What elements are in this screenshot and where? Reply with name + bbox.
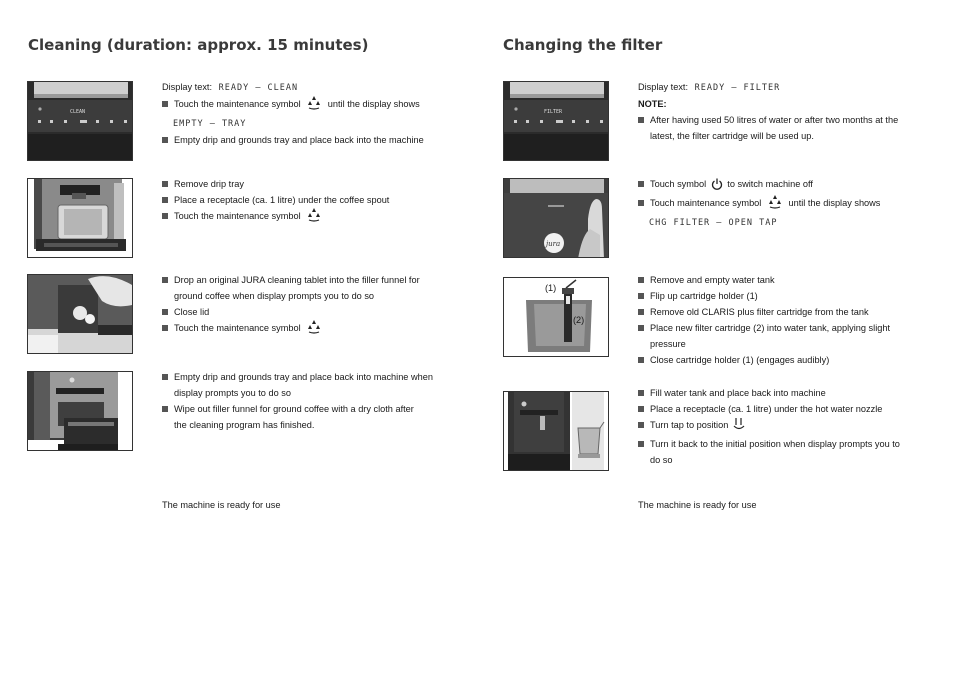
bullet-item: Remove old CLARIS plus filter cartridge from the tank bbox=[638, 304, 938, 320]
filter-ready-text: The machine is ready for use bbox=[638, 500, 757, 510]
cleaning-display-photo bbox=[27, 81, 133, 161]
display-value-line: CHG FILTER – OPEN TAP bbox=[649, 218, 778, 228]
bullet-item: Remove drip tray bbox=[162, 176, 462, 192]
display-text-line: Display text: READY – CLEAN bbox=[162, 82, 299, 93]
display-value: READY – CLEAN bbox=[218, 83, 299, 93]
switch-off-photo bbox=[503, 178, 609, 258]
svg-text:CLEAN: CLEAN bbox=[70, 109, 86, 115]
label-cartridge-holder: (1) bbox=[545, 283, 557, 293]
bullet-item: Drop an original JURA cleaning tablet into the filler funnel for ground coffee when display prompts you to do so bbox=[162, 272, 462, 304]
bullet-item: Touch maintenance symbol until the display shows bbox=[638, 195, 938, 214]
hot-water-tap-icon bbox=[733, 418, 745, 436]
cleaning-step-1 bbox=[162, 79, 462, 148]
bullet-item: Touch the maintenance symbol bbox=[162, 320, 462, 339]
svg-text:FILTER: FILTER bbox=[544, 109, 563, 115]
filter-step-2 bbox=[638, 176, 938, 231]
bullet-item: After having used 50 litres of water or after two months at the latest, the filter cartridge will be used up. bbox=[638, 112, 938, 144]
filter-heading: Changing the filter bbox=[503, 36, 663, 54]
bullet-item: Touch the maintenance symbol until the display shows bbox=[162, 96, 462, 115]
display-text-line: Display text: READY – FILTER bbox=[638, 82, 781, 93]
bullet-item: Touch the maintenance symbol bbox=[162, 208, 462, 227]
bullet-item: Place new filter cartridge (2) into water tank, applying slight pressure bbox=[638, 320, 938, 352]
display-value-line: EMPTY – TRAY bbox=[173, 119, 247, 129]
cleaning-heading: Cleaning (duration: approx. 15 minutes) bbox=[28, 36, 369, 54]
filter-step-3 bbox=[638, 272, 938, 368]
svg-text:jura: jura bbox=[546, 240, 561, 248]
cleaning-tablet-photo bbox=[27, 274, 133, 354]
bullet-item: Place a receptacle (ca. 1 litre) under the coffee spout bbox=[162, 192, 462, 208]
bullet-item: Empty drip and grounds tray and place back into machine when display prompts you to do so bbox=[162, 369, 462, 401]
cleaning-ready-text: The machine is ready for use bbox=[162, 500, 281, 510]
bullet-item: Flip up cartridge holder (1) bbox=[638, 288, 938, 304]
maintenance-icon bbox=[307, 96, 321, 115]
bullet-item: Empty drip and grounds tray and place back into the machine bbox=[162, 132, 462, 148]
bullet-item: Close cartridge holder (1) (engages audibly) bbox=[638, 352, 938, 368]
bullet-item: Close lid bbox=[162, 304, 462, 320]
bullet-item: Remove and empty water tank bbox=[638, 272, 938, 288]
display-value: READY – FILTER bbox=[694, 83, 781, 93]
cleaning-step-3 bbox=[162, 272, 462, 339]
cleaning-step-4 bbox=[162, 369, 462, 433]
bullet-item: Touch symbol to switch machine off bbox=[638, 176, 938, 195]
drip-tray-photo bbox=[27, 178, 133, 258]
bullet-item: Place a receptacle (ca. 1 litre) under the hot water nozzle bbox=[638, 401, 938, 417]
bullet-item: Turn tap to position bbox=[638, 417, 938, 436]
label-filter-cartridge: (2) bbox=[573, 315, 585, 325]
bullet-item: Fill water tank and place back into machine bbox=[638, 385, 938, 401]
note-label: NOTE: bbox=[638, 99, 667, 109]
cleaning-step-2 bbox=[162, 176, 462, 227]
maintenance-icon bbox=[307, 320, 321, 339]
filter-display-photo bbox=[503, 81, 609, 161]
filter-step-1 bbox=[638, 79, 938, 144]
hot-water-photo bbox=[503, 391, 609, 471]
power-icon bbox=[711, 178, 723, 195]
bullet-item: Wipe out filler funnel for ground coffee with a dry cloth after the cleaning program has finished. bbox=[162, 401, 462, 433]
bullet-item: Turn it back to the initial position when display prompts you to do so bbox=[638, 436, 938, 468]
maintenance-icon bbox=[307, 208, 321, 227]
maintenance-icon bbox=[768, 195, 782, 214]
filter-step-4 bbox=[638, 385, 938, 468]
grounds-tray-photo bbox=[27, 371, 133, 451]
